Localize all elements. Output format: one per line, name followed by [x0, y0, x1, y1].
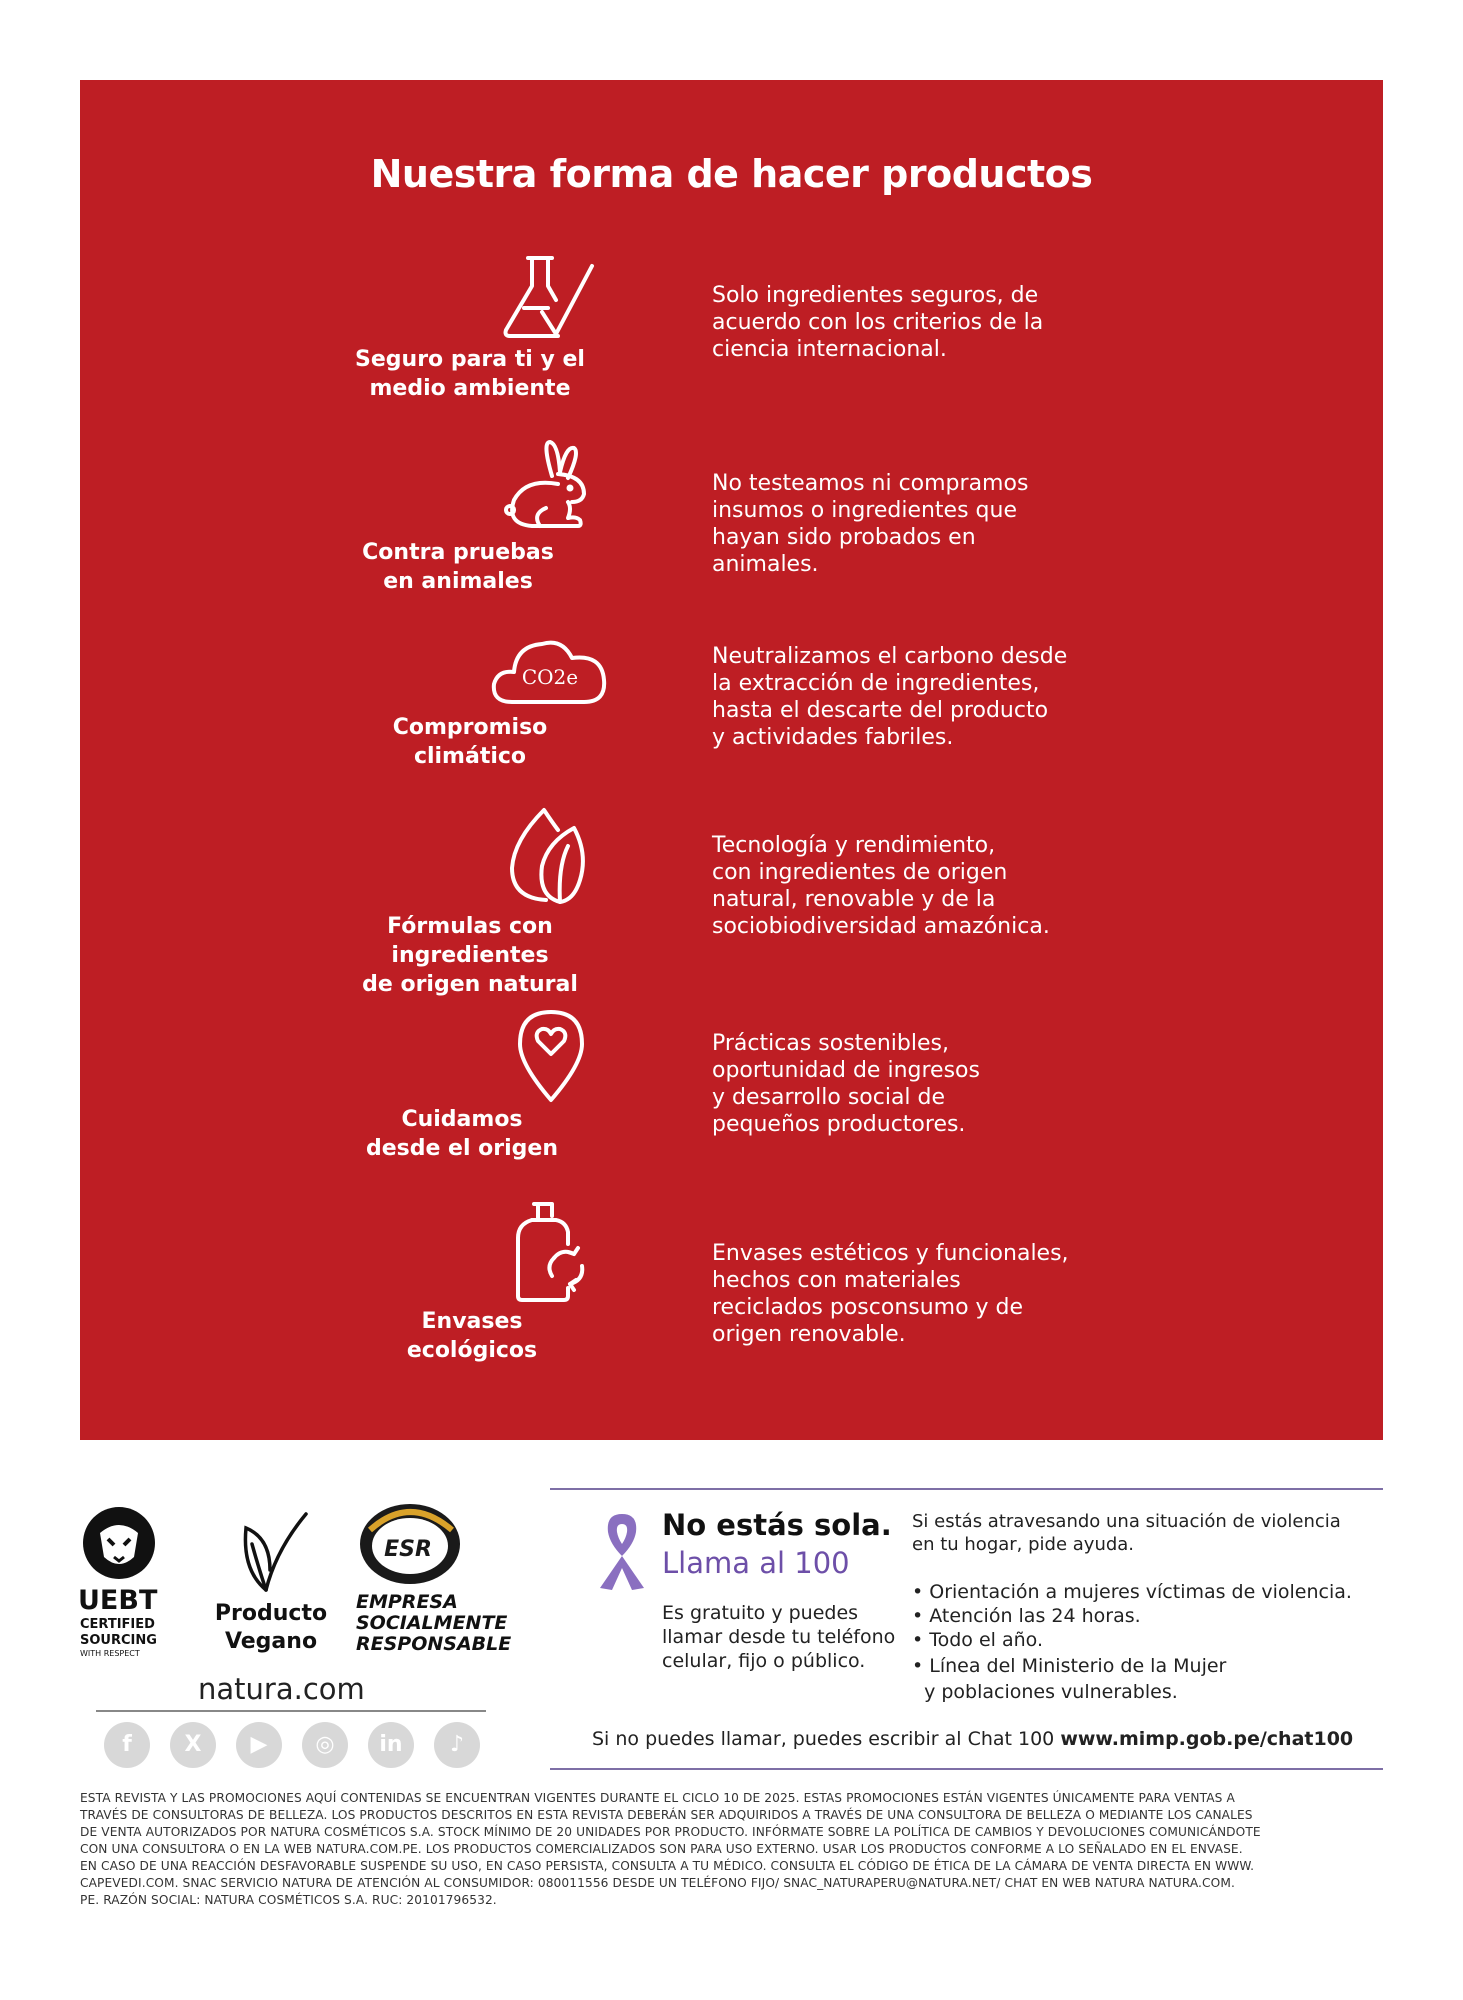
hotline-bullet: • Atención las 24 horas. — [912, 1605, 1141, 1627]
hotline-bullet: • Línea del Ministerio de la Mujer — [912, 1655, 1227, 1677]
item-label-safe: Seguro para ti y el medio ambiente — [355, 347, 585, 401]
rabbit-icon — [502, 438, 598, 534]
uebt-respect: WITH RESPECT — [80, 1649, 140, 1658]
flask-check-icon — [500, 250, 600, 342]
tiktok-icon[interactable]: ♪ — [434, 1722, 480, 1768]
hotline-subtitle: Llama al 100 — [662, 1546, 850, 1580]
hotline-top-rule — [550, 1488, 1383, 1490]
facebook-icon[interactable]: f — [104, 1722, 150, 1768]
item-label-packaging: Envases ecológicos — [406, 1309, 538, 1363]
uebt-lion-icon — [80, 1505, 158, 1581]
item-label-natural: Fórmulas con ingredientes de origen natural — [362, 914, 578, 997]
panel-title: Nuestra forma de hacer productos — [370, 152, 1093, 196]
linkedin-icon[interactable]: in — [368, 1722, 414, 1768]
site-divider — [96, 1710, 486, 1712]
item-label-animals: Contra pruebas en animales — [362, 540, 554, 594]
drop-leaf-icon — [508, 806, 588, 906]
location-heart-icon — [516, 1008, 586, 1104]
esr-label: EMPRESA SOCIALMENTE RESPONSABLE — [356, 1591, 512, 1655]
uebt-certified: CERTIFIED — [80, 1617, 155, 1632]
uebt-sourcing: SOURCING — [80, 1633, 157, 1648]
cloud-co2e-icon — [490, 632, 610, 708]
item-label-climate: Compromiso climático — [392, 715, 548, 769]
hotline-title: No estás sola. — [662, 1508, 892, 1542]
item-desc-natural: Tecnología y rendimiento, con ingredientes de origen natural, renovable y de la sociobiodiversidad amazónica. — [712, 833, 1050, 939]
products-panel — [80, 80, 1383, 1440]
hotline-bottom-rule — [550, 1768, 1383, 1770]
legal-disclaimer: ESTA REVISTA Y LAS PROMOCIONES AQUÍ CONTENIDAS SE ENCUENTRAN VIGENTES DURANTE EL CICLO 10 DE 2025. ESTAS PROMOCIONES ESTÁN VIGENTES ÚNICAMENTE PARA VENTAS A TRAVÉS DE CONSULTORAS DE BELLEZA. LOS PRODUCTOS DESCRITOS EN ESTA REVISTA DEBERÁN SER ADQUIRIDOS A TRAVÉS DE UNA CONSULTORA DE BELLEZA O MEDIANTE LOS CANALES DE VENTA AUTORIZADOS POR NATURA COSMÉTICOS S.A. STOCK MÍNIMO DE 20 UNIDADES POR PRODUCTO. INFÓRMATE SOBRE LA POLÍTICA DE CAMBIOS Y DEVOLUCIONES COMUNICÁNDOTE CON UNA CONSULTORA O EN LA WEB NATURA.COM.PE. LOS PRODUCTOS COMERCIALIZADOS SON PARA USO EXTERNO. USAR LOS PRODUCTOS CONFORME A LO SEÑALADO EN EL ENVASE. EN CASO DE UNA REACCIÓN DESFAVORABLE SUSPENDE SU USO, EN CASO PERSISTA, CONSULTA A TU MÉDICO. CONSULTA EL CÓDIGO DE ÉTICA DE LA CÁMARA DE VENTA DIRECTA EN WWW. CAPEVEDI.COM. SNAC SERVICIO NATURA DE ATENCIÓN AL CONSUMIDOR: 080011556 DESDE UN TELÉFONO FIJO/ SNAC_NATURAPERU@NATURA.NET/ CHAT EN WEB NATURA NATURA.COM. PE. RAZÓN SOCIAL: NATURA COSMÉTICOS S.A. RUC: 20101796532. — [80, 1791, 1261, 1907]
hotline-free-text: Es gratuito y puedes llamar desde tu teléfono celular, fijo o público. — [662, 1602, 896, 1672]
chat-link[interactable]: www.mimp.gob.pe/chat100 — [1060, 1728, 1354, 1750]
chat-line — [592, 1728, 1353, 1750]
youtube-icon[interactable]: ▶ — [236, 1722, 282, 1768]
hotline-bullet: • Orientación a mujeres víctimas de violencia. — [912, 1581, 1352, 1603]
item-desc-origin: Prácticas sostenibles, oportunidad de ingresos y desarrollo social de pequeños productores. — [712, 1031, 980, 1137]
item-desc-packaging: Envases estéticos y funcionales, hechos con materiales reciclados posconsumo y de origen renovable. — [712, 1241, 1069, 1347]
item-desc-safe: Solo ingredientes seguros, de acuerdo con los criterios de la ciencia internacional. — [712, 283, 1044, 362]
vegan-leaf-icon — [236, 1510, 312, 1596]
uebt-title: UEBT — [78, 1585, 158, 1616]
hotline-bullet: • Todo el año. — [912, 1629, 1043, 1651]
esr-badge-icon — [356, 1500, 464, 1588]
hotline-intro: Si estás atravesando una situación de violencia en tu hogar, pide ayuda. — [912, 1511, 1341, 1555]
site-link[interactable]: natura.com — [198, 1672, 365, 1706]
instagram-icon[interactable]: ◎ — [302, 1722, 348, 1768]
awareness-ribbon-icon — [592, 1510, 652, 1592]
bottle-recycle-icon — [512, 1200, 590, 1304]
item-label-origin: Cuidamos desde el origen — [365, 1107, 559, 1161]
item-desc-animals: No testeamos ni compramos insumos o ingredientes que hayan sido probados en animales. — [712, 471, 1029, 577]
svg-text:CO2e: CO2e — [521, 665, 579, 689]
hotline-bullet: y poblaciones vulnerables. — [912, 1681, 1178, 1703]
vegan-label: Producto Vegano — [214, 1601, 328, 1654]
x-icon[interactable]: X — [170, 1722, 216, 1768]
chat-text: Si no puedes llamar, puedes escribir al Chat 100 — [592, 1728, 1061, 1750]
item-desc-climate: Neutralizamos el carbono desde la extracción de ingredientes, hasta el descarte del producto y actividades fabriles. — [712, 644, 1068, 750]
svg-text:ESR: ESR — [384, 1537, 432, 1562]
